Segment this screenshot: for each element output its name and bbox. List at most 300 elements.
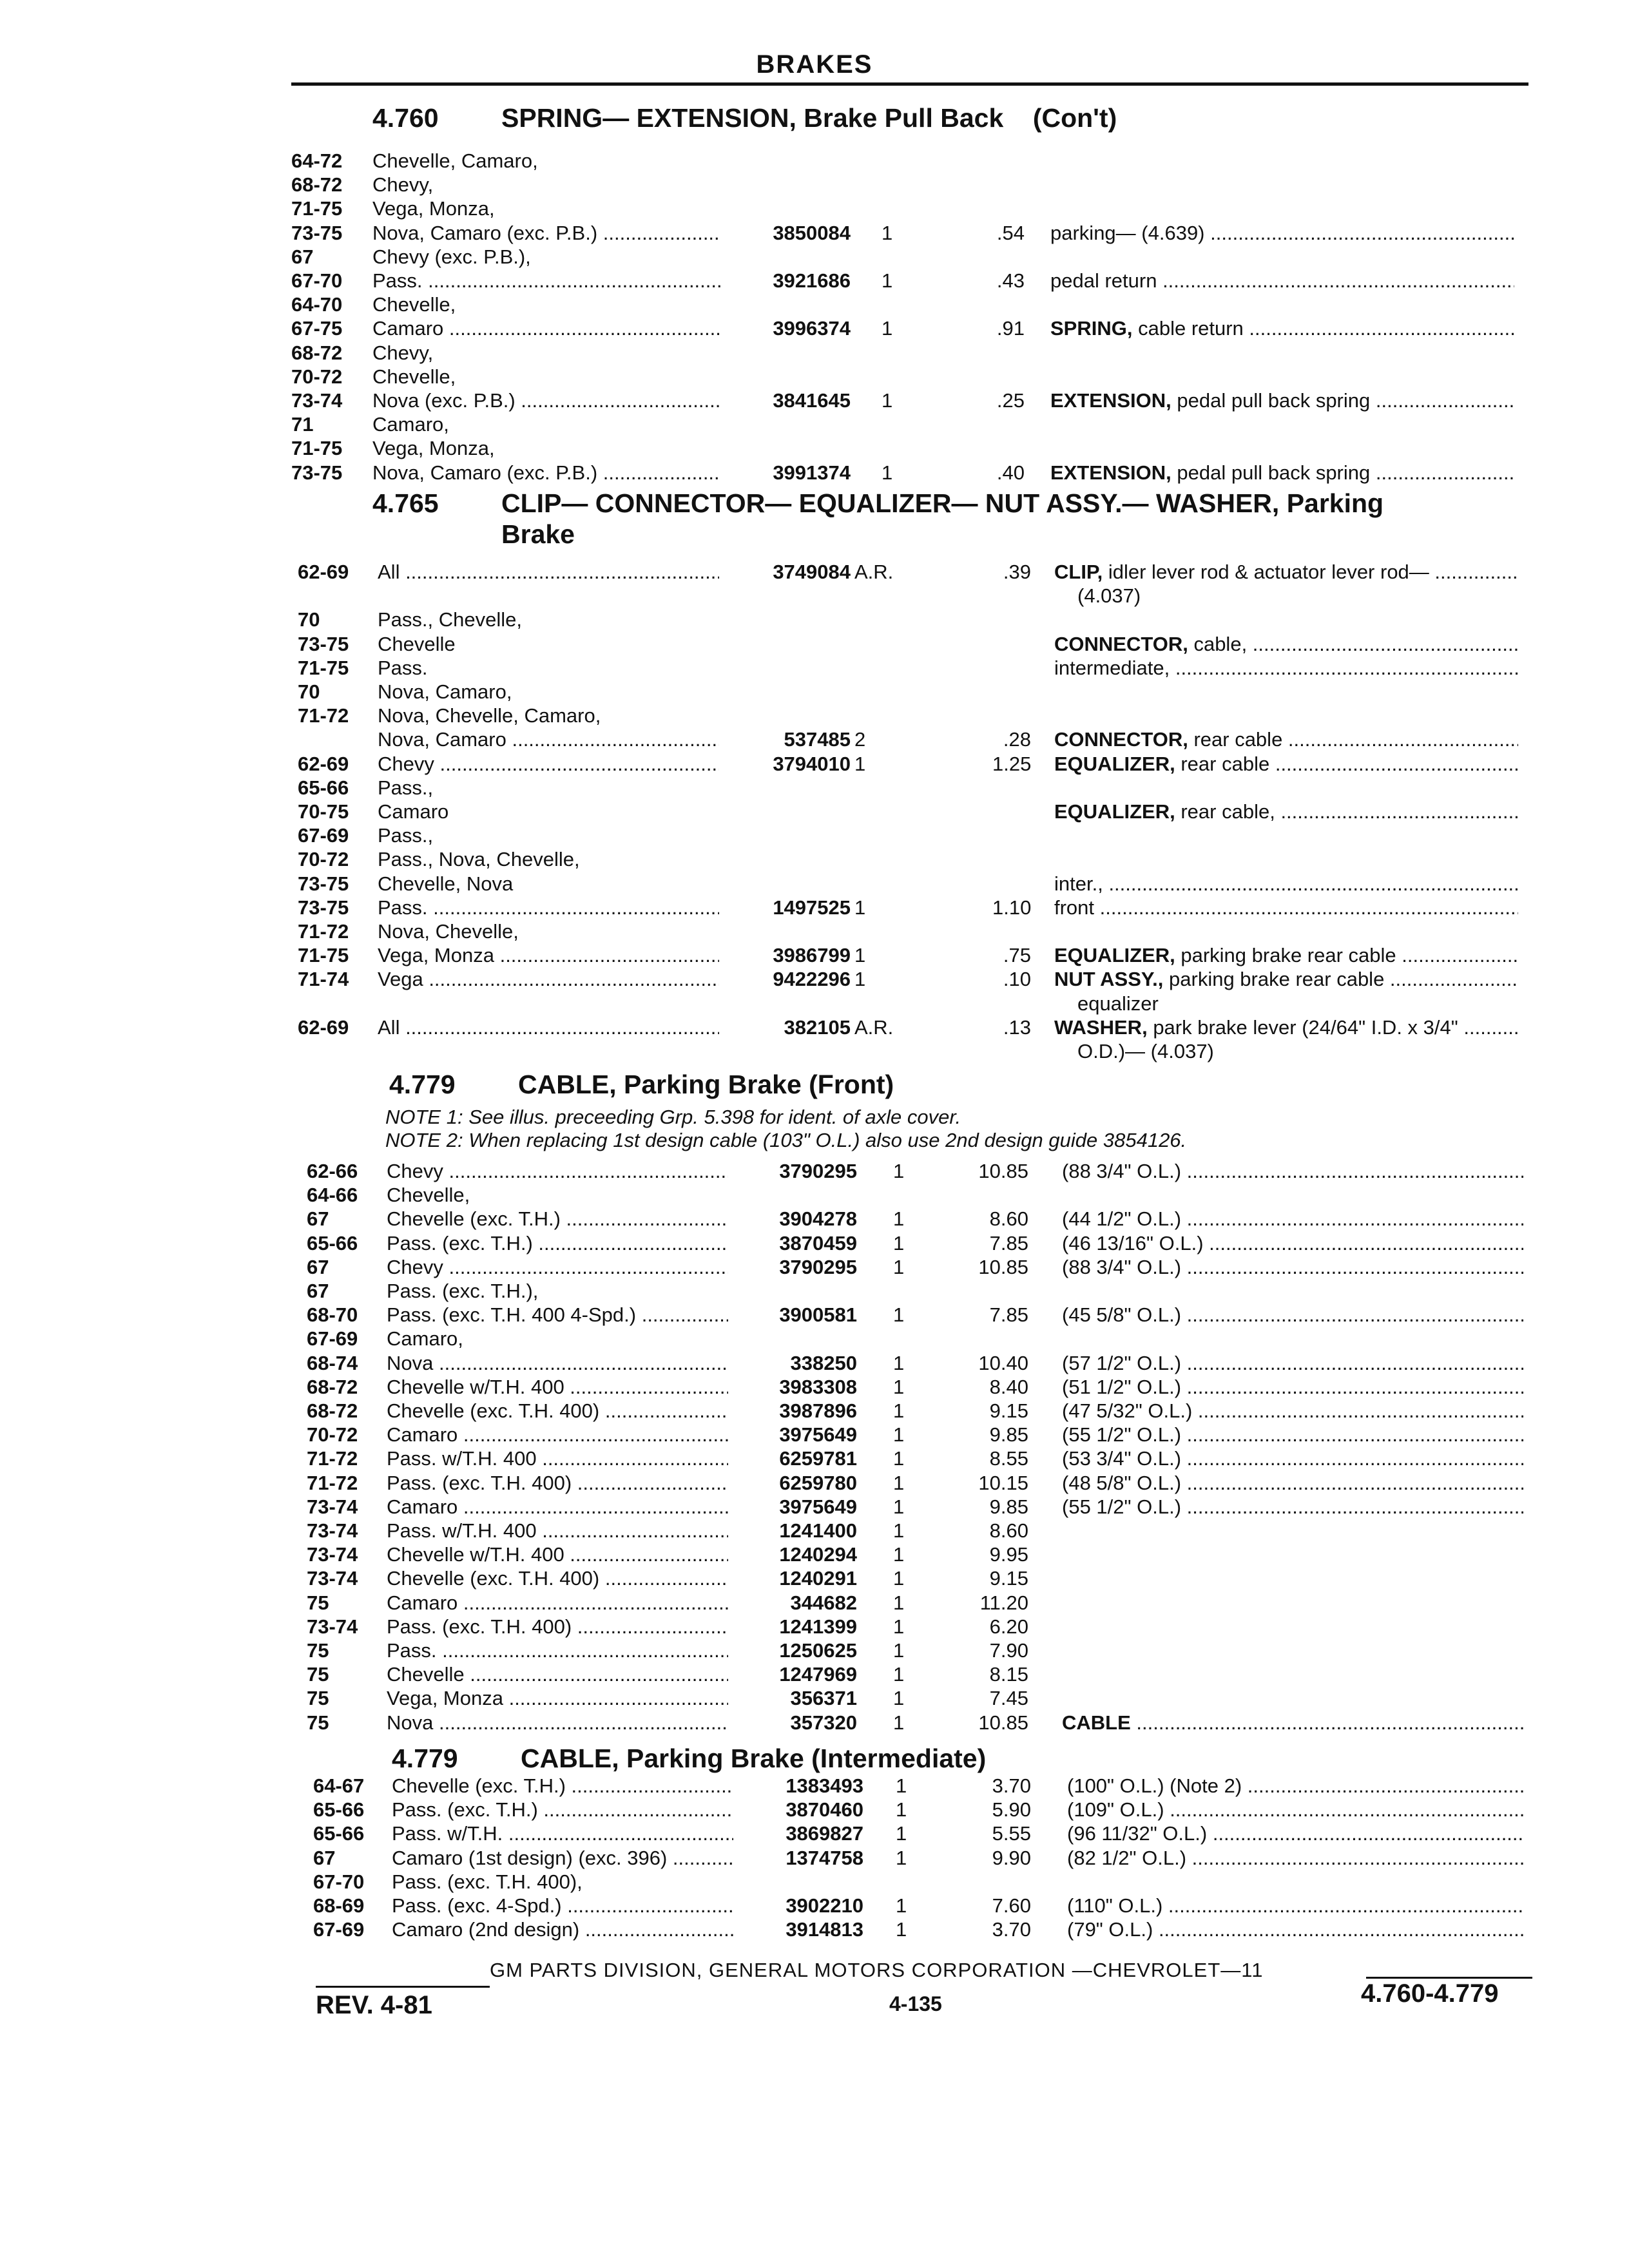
table-row bbox=[0, 1303, 1629, 1327]
section-number: 4.779 bbox=[392, 1744, 458, 1773]
year-range: 70 bbox=[298, 608, 320, 631]
part-number: 3975649 bbox=[779, 1495, 857, 1518]
year-range: 70 bbox=[298, 680, 320, 703]
page-number: 4-135 bbox=[889, 1992, 942, 2015]
model-description: Camaro ..... bbox=[387, 1495, 728, 1519]
quantity: 1 bbox=[893, 1207, 905, 1231]
model-description: Pass. w/T.H. 400 ..... bbox=[387, 1519, 728, 1542]
quantity: 1 bbox=[896, 1774, 907, 1797]
model-description: All ..... bbox=[378, 1016, 719, 1039]
table-row bbox=[0, 173, 1629, 197]
section-title: CLIP— CONNECTOR— EQUALIZER— NUT ASSY.— WASHER, Parking bbox=[501, 488, 1384, 518]
model-description: Chevelle (exc. T.H.) ..... bbox=[387, 1207, 728, 1231]
quantity: 1 bbox=[893, 1303, 905, 1327]
quantity: 1 bbox=[893, 1495, 905, 1518]
model-description: Chevy ..... bbox=[387, 1160, 728, 1183]
quantity: A.R. bbox=[854, 561, 894, 583]
model-description: Pass. (exc. T.H. 400) ..... bbox=[387, 1615, 728, 1639]
part-number: 3914813 bbox=[786, 1918, 863, 1941]
note-1: NOTE 1: See illus. preceeding Grp. 5.398 for ident. of axle cover. bbox=[385, 1106, 961, 1128]
section-heading-4760 bbox=[372, 103, 1117, 133]
item-description bbox=[1050, 269, 1514, 293]
price: 9.85 bbox=[989, 1423, 1028, 1446]
quantity: 1 bbox=[893, 1591, 905, 1614]
item-detail: (79" O.L.) bbox=[1067, 1918, 1153, 1941]
item-description bbox=[1054, 872, 1518, 896]
table-row bbox=[0, 992, 1629, 1015]
part-number: 1374758 bbox=[786, 1846, 863, 1869]
model-description: Nova, Chevelle, bbox=[378, 920, 519, 943]
model-description: Chevy, bbox=[372, 173, 434, 197]
model-description: Camaro bbox=[378, 800, 449, 823]
price: 11.20 bbox=[979, 1591, 1028, 1614]
quantity: 1 bbox=[893, 1639, 905, 1662]
table-row bbox=[0, 872, 1629, 896]
item-detail: rear cable, bbox=[1181, 800, 1275, 823]
table-row bbox=[0, 1160, 1629, 1183]
item-detail: pedal pull back spring bbox=[1177, 461, 1371, 484]
year-range: 73-74 bbox=[307, 1615, 358, 1638]
part-number: 382105 bbox=[784, 1015, 851, 1039]
model-description: Pass. (exc. 4-Spd.) ..... bbox=[392, 1894, 733, 1917]
item-description bbox=[1062, 1399, 1523, 1423]
table-row bbox=[0, 149, 1629, 173]
part-number: 3870459 bbox=[779, 1231, 857, 1254]
table-row bbox=[0, 1639, 1629, 1662]
model-description: Chevelle, Camaro, bbox=[372, 149, 538, 172]
model-description: Pass. ..... bbox=[372, 269, 720, 293]
year-range: 67-70 bbox=[291, 269, 343, 292]
year-range: 62-66 bbox=[307, 1160, 358, 1182]
quantity: 2 bbox=[854, 728, 866, 751]
item-detail: parking— (4.639) bbox=[1050, 221, 1205, 244]
section-title: CABLE, Parking Brake (Front) bbox=[518, 1070, 894, 1099]
item-detail: intermediate, bbox=[1054, 656, 1170, 679]
item-name: CONNECTOR, bbox=[1054, 632, 1188, 655]
section-number: 4.779 bbox=[389, 1070, 456, 1099]
price: .40 bbox=[996, 461, 1025, 484]
year-range: 62-69 bbox=[298, 561, 349, 583]
model-description: Nova, Camaro (exc. P.B.) ..... bbox=[372, 461, 720, 485]
item-description bbox=[1077, 992, 1518, 1015]
item-detail: (82 1/2" O.L.) bbox=[1067, 1846, 1187, 1869]
table-row bbox=[0, 776, 1629, 800]
part-number: 3900581 bbox=[779, 1303, 857, 1327]
year-range: 71 bbox=[291, 413, 314, 436]
table-row bbox=[0, 633, 1629, 656]
item-name: EXTENSION, bbox=[1050, 461, 1171, 484]
item-description bbox=[1077, 1040, 1518, 1063]
page-header: BRAKES bbox=[756, 50, 873, 79]
price: 10.40 bbox=[978, 1351, 1028, 1374]
quantity: 1 bbox=[893, 1351, 905, 1374]
part-number: 1383493 bbox=[786, 1774, 863, 1797]
quantity: 1 bbox=[893, 1375, 905, 1398]
price: .91 bbox=[996, 317, 1025, 340]
year-range: 68-72 bbox=[291, 173, 343, 197]
year-range: 73-74 bbox=[291, 389, 343, 412]
item-description bbox=[1067, 1774, 1523, 1798]
price: .25 bbox=[996, 389, 1025, 412]
year-range: 67 bbox=[307, 1280, 329, 1302]
item-detail: (48 5/8" O.L.) bbox=[1062, 1471, 1182, 1494]
model-description: Pass. (exc. T.H. 400 4-Spd.) ..... bbox=[387, 1303, 728, 1327]
year-range: 68-70 bbox=[307, 1303, 358, 1327]
year-range: 71-74 bbox=[298, 968, 349, 991]
section-heading-4779-intermediate bbox=[392, 1744, 986, 1774]
publisher-line: GM PARTS DIVISION, GENERAL MOTORS CORPORATION —CHEVROLET—11 bbox=[490, 1959, 1264, 1981]
item-detail: parking brake rear cable bbox=[1169, 968, 1385, 991]
table-row bbox=[0, 1798, 1629, 1821]
quantity: 1 bbox=[893, 1543, 905, 1566]
model-description: Pass. bbox=[378, 656, 428, 679]
model-description: Pass. (exc. T.H.), bbox=[387, 1280, 539, 1302]
item-detail: pedal pull back spring bbox=[1177, 389, 1371, 412]
part-number: 344682 bbox=[790, 1591, 857, 1614]
part-number: 6259781 bbox=[779, 1447, 857, 1470]
item-detail: pedal return bbox=[1050, 269, 1157, 292]
price: 5.90 bbox=[992, 1798, 1031, 1821]
item-detail: rear cable bbox=[1193, 728, 1283, 751]
year-range: 73-74 bbox=[307, 1519, 358, 1542]
model-description: Nova, Camaro, bbox=[378, 680, 512, 703]
table-row bbox=[0, 753, 1629, 776]
model-description: Camaro, bbox=[372, 413, 449, 436]
quantity: 1 bbox=[893, 1687, 905, 1710]
quantity: 1 bbox=[854, 968, 866, 991]
model-description: Vega, Monza, bbox=[372, 437, 495, 460]
item-detail: idler lever rod & actuator lever rod— bbox=[1108, 561, 1429, 583]
model-description: Pass. (exc. T.H. 400) ..... bbox=[387, 1472, 728, 1495]
model-description: Pass. ..... bbox=[387, 1639, 728, 1662]
price: 8.55 bbox=[989, 1447, 1028, 1470]
item-description bbox=[1067, 1822, 1523, 1845]
item-name: EQUALIZER, bbox=[1054, 800, 1175, 823]
section-suffix: (Con't) bbox=[1032, 103, 1117, 133]
item-detail: (110" O.L.) bbox=[1067, 1894, 1163, 1917]
footer-rule-left bbox=[316, 1986, 490, 1988]
model-description: Pass. ..... bbox=[378, 896, 719, 919]
part-number: 3904278 bbox=[779, 1207, 857, 1231]
price: 10.85 bbox=[978, 1160, 1028, 1182]
quantity: 1 bbox=[893, 1447, 905, 1470]
year-range: 73-75 bbox=[291, 461, 343, 484]
model-description: Vega, Monza ..... bbox=[387, 1687, 728, 1710]
year-range: 71-75 bbox=[298, 944, 349, 967]
model-description: Chevelle, bbox=[372, 365, 456, 388]
table-row bbox=[0, 824, 1629, 847]
table-row bbox=[0, 293, 1629, 316]
part-number: 1240291 bbox=[779, 1567, 857, 1590]
year-range: 73-75 bbox=[298, 632, 349, 655]
model-description: Chevelle w/T.H. 400 ..... bbox=[387, 1376, 728, 1399]
item-name: EQUALIZER, bbox=[1054, 752, 1175, 775]
quantity: 1 bbox=[893, 1423, 905, 1446]
model-description: Vega, Monza, bbox=[372, 197, 495, 220]
year-range: 62-69 bbox=[298, 1015, 349, 1039]
part-number: 3790295 bbox=[779, 1160, 857, 1182]
table-row bbox=[0, 968, 1629, 991]
year-range: 67 bbox=[307, 1207, 329, 1231]
table-row bbox=[0, 317, 1629, 340]
model-description: Chevelle w/T.H. 400 ..... bbox=[387, 1543, 728, 1566]
quantity: 1 bbox=[882, 461, 893, 484]
item-description bbox=[1062, 1423, 1523, 1446]
part-number: 356371 bbox=[790, 1687, 857, 1710]
part-number: 357320 bbox=[790, 1711, 857, 1734]
quantity: 1 bbox=[893, 1519, 905, 1542]
part-number: 3996374 bbox=[773, 317, 851, 340]
table-row bbox=[0, 1327, 1629, 1350]
table-row bbox=[0, 1615, 1629, 1639]
model-description: Camaro ..... bbox=[387, 1591, 728, 1615]
table-row bbox=[0, 920, 1629, 943]
item-name: EQUALIZER, bbox=[1054, 944, 1175, 967]
item-detail: (4.037) bbox=[1077, 584, 1141, 608]
year-range: 65-66 bbox=[313, 1798, 365, 1821]
item-description bbox=[1062, 1232, 1523, 1255]
year-range: 67-69 bbox=[313, 1918, 365, 1941]
section-heading-4765 bbox=[372, 488, 1383, 519]
section-title: CABLE, Parking Brake (Intermediate) bbox=[521, 1744, 987, 1773]
year-range: 65-66 bbox=[307, 1231, 358, 1254]
item-name: SPRING, bbox=[1050, 317, 1133, 340]
item-description bbox=[1054, 633, 1518, 656]
part-number: 3869827 bbox=[786, 1822, 863, 1845]
table-row bbox=[0, 1207, 1629, 1231]
quantity: 1 bbox=[893, 1567, 905, 1590]
item-description bbox=[1067, 1798, 1523, 1821]
table-row bbox=[0, 269, 1629, 293]
table-row bbox=[0, 389, 1629, 412]
item-description bbox=[1054, 1016, 1518, 1039]
year-range: 67 bbox=[313, 1846, 336, 1869]
item-detail: (109" O.L.) bbox=[1067, 1798, 1164, 1821]
year-range: 73-75 bbox=[298, 872, 349, 895]
part-number: 3921686 bbox=[773, 269, 851, 292]
model-description: Pass., Nova, Chevelle, bbox=[378, 848, 580, 871]
table-row bbox=[0, 848, 1629, 871]
table-row bbox=[0, 1870, 1629, 1894]
year-range: 65-66 bbox=[313, 1822, 365, 1845]
year-range: 67-69 bbox=[298, 824, 349, 847]
model-description: Chevelle bbox=[378, 632, 456, 655]
item-description bbox=[1050, 389, 1514, 412]
table-row bbox=[0, 1663, 1629, 1686]
price: 6.20 bbox=[989, 1615, 1028, 1638]
year-range: 68-72 bbox=[291, 341, 343, 364]
price: .13 bbox=[1003, 1015, 1031, 1039]
table-row bbox=[0, 896, 1629, 919]
price: 7.45 bbox=[989, 1687, 1028, 1710]
year-range: 71-72 bbox=[307, 1447, 358, 1470]
part-number: 1241399 bbox=[779, 1615, 857, 1638]
year-range: 70-72 bbox=[291, 365, 343, 388]
table-row bbox=[0, 437, 1629, 460]
part-number: 1247969 bbox=[779, 1663, 857, 1686]
model-description: Camaro, bbox=[387, 1327, 463, 1350]
quantity: 1 bbox=[854, 896, 866, 919]
year-range: 70-72 bbox=[307, 1423, 358, 1446]
item-detail: cable, bbox=[1193, 632, 1248, 655]
model-description: Chevelle (exc. T.H.) ..... bbox=[392, 1774, 733, 1798]
price: 8.15 bbox=[989, 1663, 1028, 1686]
item-name: CONNECTOR, bbox=[1054, 728, 1188, 751]
year-range: 64-67 bbox=[313, 1774, 365, 1797]
part-number: 3902210 bbox=[786, 1894, 863, 1917]
item-detail: (53 3/4" O.L.) bbox=[1062, 1447, 1182, 1470]
quantity: 1 bbox=[882, 221, 893, 244]
price: 8.60 bbox=[989, 1519, 1028, 1542]
year-range: 71-75 bbox=[291, 197, 343, 220]
table-row bbox=[0, 944, 1629, 967]
table-row bbox=[0, 1687, 1629, 1710]
item-description bbox=[1062, 1352, 1523, 1375]
year-range: 68-74 bbox=[307, 1351, 358, 1374]
table-row bbox=[0, 245, 1629, 269]
model-description: Chevy (exc. P.B.), bbox=[372, 245, 531, 268]
item-detail: (100" O.L.) (Note 2) bbox=[1067, 1774, 1242, 1797]
note-2: NOTE 2: When replacing 1st design cable (103" O.L.) also use 2nd design guide 3854126. bbox=[385, 1129, 1187, 1151]
quantity: 1 bbox=[893, 1471, 905, 1494]
item-description bbox=[1062, 1711, 1523, 1735]
year-range: 68-72 bbox=[307, 1399, 358, 1422]
price: 3.70 bbox=[992, 1918, 1031, 1941]
table-row bbox=[0, 1016, 1629, 1039]
quantity: 1 bbox=[882, 317, 893, 340]
part-number: 9422296 bbox=[773, 968, 851, 991]
item-description bbox=[1054, 944, 1518, 967]
year-range: 75 bbox=[307, 1711, 329, 1734]
price: .10 bbox=[1003, 968, 1031, 991]
item-detail: (57 1/2" O.L.) bbox=[1062, 1351, 1182, 1374]
part-number: 3991374 bbox=[773, 461, 851, 484]
year-range: 67-75 bbox=[291, 317, 343, 340]
table-row bbox=[0, 1423, 1629, 1446]
model-description: Vega ..... bbox=[378, 968, 719, 991]
model-description: Chevy, bbox=[372, 341, 434, 364]
part-number: 1250625 bbox=[779, 1639, 857, 1662]
table-row bbox=[0, 1543, 1629, 1566]
price: 7.85 bbox=[989, 1231, 1028, 1254]
item-description bbox=[1062, 1376, 1523, 1399]
year-range: 67 bbox=[307, 1255, 329, 1278]
table-row bbox=[0, 341, 1629, 365]
part-number: 3870460 bbox=[786, 1798, 863, 1821]
table-row bbox=[0, 1591, 1629, 1615]
year-range: 73-74 bbox=[307, 1495, 358, 1518]
item-detail: (55 1/2" O.L.) bbox=[1062, 1423, 1182, 1446]
price: 8.60 bbox=[989, 1207, 1028, 1231]
quantity: 1 bbox=[896, 1846, 907, 1869]
year-range: 62-69 bbox=[298, 752, 349, 775]
item-name: EXTENSION, bbox=[1050, 389, 1171, 412]
model-description: Nova, Camaro (exc. P.B.) ..... bbox=[372, 222, 720, 245]
item-description bbox=[1062, 1472, 1523, 1495]
table-row bbox=[0, 1847, 1629, 1870]
year-range: 68-72 bbox=[307, 1375, 358, 1398]
item-detail: (88 3/4" O.L.) bbox=[1062, 1160, 1182, 1182]
year-range: 75 bbox=[307, 1639, 329, 1662]
model-description: Pass., Chevelle, bbox=[378, 608, 522, 631]
price: .43 bbox=[996, 269, 1025, 292]
model-description: Pass. w/T.H. ..... bbox=[392, 1822, 733, 1845]
item-detail: (47 5/32" O.L.) bbox=[1062, 1399, 1193, 1422]
item-detail: inter., bbox=[1054, 872, 1103, 895]
year-range: 64-70 bbox=[291, 293, 343, 316]
table-row bbox=[0, 608, 1629, 631]
part-number: 6259780 bbox=[779, 1471, 857, 1494]
model-description: Pass. w/T.H. 400 ..... bbox=[387, 1447, 728, 1470]
quantity: 1 bbox=[882, 269, 893, 292]
quantity: 1 bbox=[882, 389, 893, 412]
part-number: 1241400 bbox=[779, 1519, 857, 1542]
table-row bbox=[0, 1352, 1629, 1375]
item-description bbox=[1067, 1918, 1523, 1941]
item-description bbox=[1062, 1303, 1523, 1327]
year-range: 71-72 bbox=[307, 1471, 358, 1494]
model-description: Chevelle, bbox=[372, 293, 456, 316]
price: 7.85 bbox=[989, 1303, 1028, 1327]
item-detail: equalizer bbox=[1077, 992, 1159, 1015]
price: 9.90 bbox=[992, 1846, 1031, 1869]
part-number: 3986799 bbox=[773, 944, 851, 967]
table-row bbox=[0, 680, 1629, 704]
item-detail: (88 3/4" O.L.) bbox=[1062, 1255, 1182, 1278]
item-detail: O.D.)— (4.037) bbox=[1077, 1040, 1214, 1062]
model-description: Camaro ..... bbox=[372, 317, 720, 340]
quantity: 1 bbox=[854, 752, 866, 775]
table-row bbox=[0, 728, 1629, 751]
year-range: 71-75 bbox=[298, 656, 349, 679]
model-description: Chevy ..... bbox=[378, 753, 719, 776]
model-description: Chevy ..... bbox=[387, 1256, 728, 1279]
model-description: Camaro ..... bbox=[387, 1423, 728, 1446]
price: .54 bbox=[996, 221, 1025, 244]
model-description: Pass., bbox=[378, 824, 434, 847]
item-description bbox=[1054, 561, 1518, 584]
year-range: 73-74 bbox=[307, 1567, 358, 1590]
model-description: Chevelle, Nova bbox=[378, 872, 514, 895]
price: 8.40 bbox=[989, 1375, 1028, 1398]
table-row bbox=[0, 1567, 1629, 1590]
model-description: Pass., bbox=[378, 776, 434, 799]
table-row bbox=[0, 704, 1629, 727]
part-number: 1497525 bbox=[773, 896, 851, 919]
item-description bbox=[1067, 1847, 1523, 1870]
table-row bbox=[0, 1232, 1629, 1255]
item-description bbox=[1050, 461, 1514, 485]
year-range: 75 bbox=[307, 1663, 329, 1686]
quantity: 1 bbox=[896, 1894, 907, 1917]
price: 3.70 bbox=[992, 1774, 1031, 1797]
year-range: 71-72 bbox=[298, 920, 349, 943]
quantity: 1 bbox=[893, 1399, 905, 1422]
section-heading-4765-cont bbox=[501, 519, 575, 550]
part-number: 1240294 bbox=[779, 1543, 857, 1566]
quantity: 1 bbox=[893, 1615, 905, 1638]
model-description: Vega, Monza ..... bbox=[378, 944, 719, 967]
item-detail: front bbox=[1054, 896, 1095, 919]
item-name: NUT ASSY., bbox=[1054, 968, 1164, 991]
price: 7.90 bbox=[989, 1639, 1028, 1662]
section-number: 4.760 bbox=[372, 103, 439, 133]
table-row bbox=[0, 413, 1629, 436]
quantity: 1 bbox=[896, 1798, 907, 1821]
part-number: 3749084 bbox=[773, 561, 851, 583]
quantity: 1 bbox=[893, 1255, 905, 1278]
table-row bbox=[0, 657, 1629, 680]
